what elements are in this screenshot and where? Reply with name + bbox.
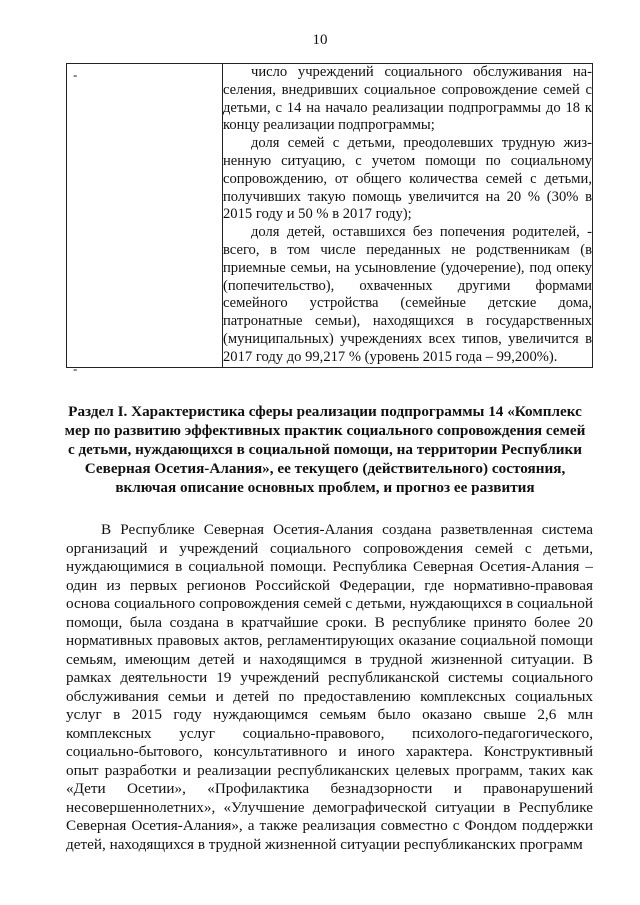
section-title: Раздел I. Характеристика сферы реализации подпрограммы 14 «Комплекс мер по развитию эффективных практик социального сопровождения семей с детьми, нуждающихся в социальной помощи, на территории Республики Северная Осетия-Алания», ее текущего (действительного) состояния, включая описание основных проблем, и прогноз ее развития bbox=[64, 403, 586, 496]
cell-mark: - bbox=[73, 67, 78, 82]
page-number: 10 bbox=[312, 32, 328, 48]
cell-mark: - bbox=[73, 361, 78, 376]
indicators-table bbox=[66, 63, 593, 376]
indicator-paragraph: доля семей с детьми, преодолевших трудную жизненную ситуацию, с учетом помощи по социальному сопровождению, от общего количества семей с детьми, получивших такую помощь увеличится на 20 % (30% в 2015 году и 50 % в 2017 году); bbox=[223, 135, 592, 223]
table-right-cell bbox=[223, 64, 593, 368]
indicator-paragraph: число учреждений социального обслуживания населения, внедривших социальное сопровождение семей с детьми, с 14 на начало реализации подпрограммы до 18 к концу реализации подпрограммы; bbox=[223, 64, 592, 134]
table-row bbox=[67, 64, 593, 368]
body-paragraph: В Республике Северная Осетия-Алания создана разветвленная система организаций и учреждений социального сопровождения семей с детьми, нуждающимися в социальной помощи. Республика Северная Осетия-Алания – один из первых регионов Российской Федерации, где нормативно-правовая основа социального сопровождения семей с детьми, нуждающихся в социальной помощи, была создана в кратчайшие сроки. В республике принято более 20 нормативных правовых актов, регламентирующих оказание социальной помощи семьям, имеющим детей и находящимся в трудной жизненной ситуации. В рамках деятельности 19 учреждений республиканской системы социального обслуживания семьи и детей по предоставлению комплексных социальных услуг в 2015 году нуждающимся семьям было оказано свыше 2,6 млн комплексных услуг социально-правового, психолого-педагогического, социально-бытового, консультативного и иного характера. Конструктивный опыт разработки и реализации республиканских целевых программ, таких как «Дети Осетии», «Профилактика безнадзорности и правонарушений несовершеннолетних», «Улучшение демографической ситуации в Республике Северная Осетия-Алания», а также реализация совместно с Фондом поддержки детей, находящихся в трудной жизненной ситуации республиканских программ bbox=[66, 521, 593, 853]
indicator-paragraph: доля детей, оставшихся без попечения родителей, - всего, в том числе переданных не родственникам (в приемные семьи, на усыновление (удочерение), под опеку (попечительство), охваченных другими формами семейного устройства (семейные детские дома, патронатные семьи), находящихся в государственных (муниципальных) учреждениях всех типов, увеличится в 2017 году до 99,217 % (уровень 2015 года – 99,200%). bbox=[223, 224, 592, 365]
table-left-cell bbox=[67, 64, 223, 376]
